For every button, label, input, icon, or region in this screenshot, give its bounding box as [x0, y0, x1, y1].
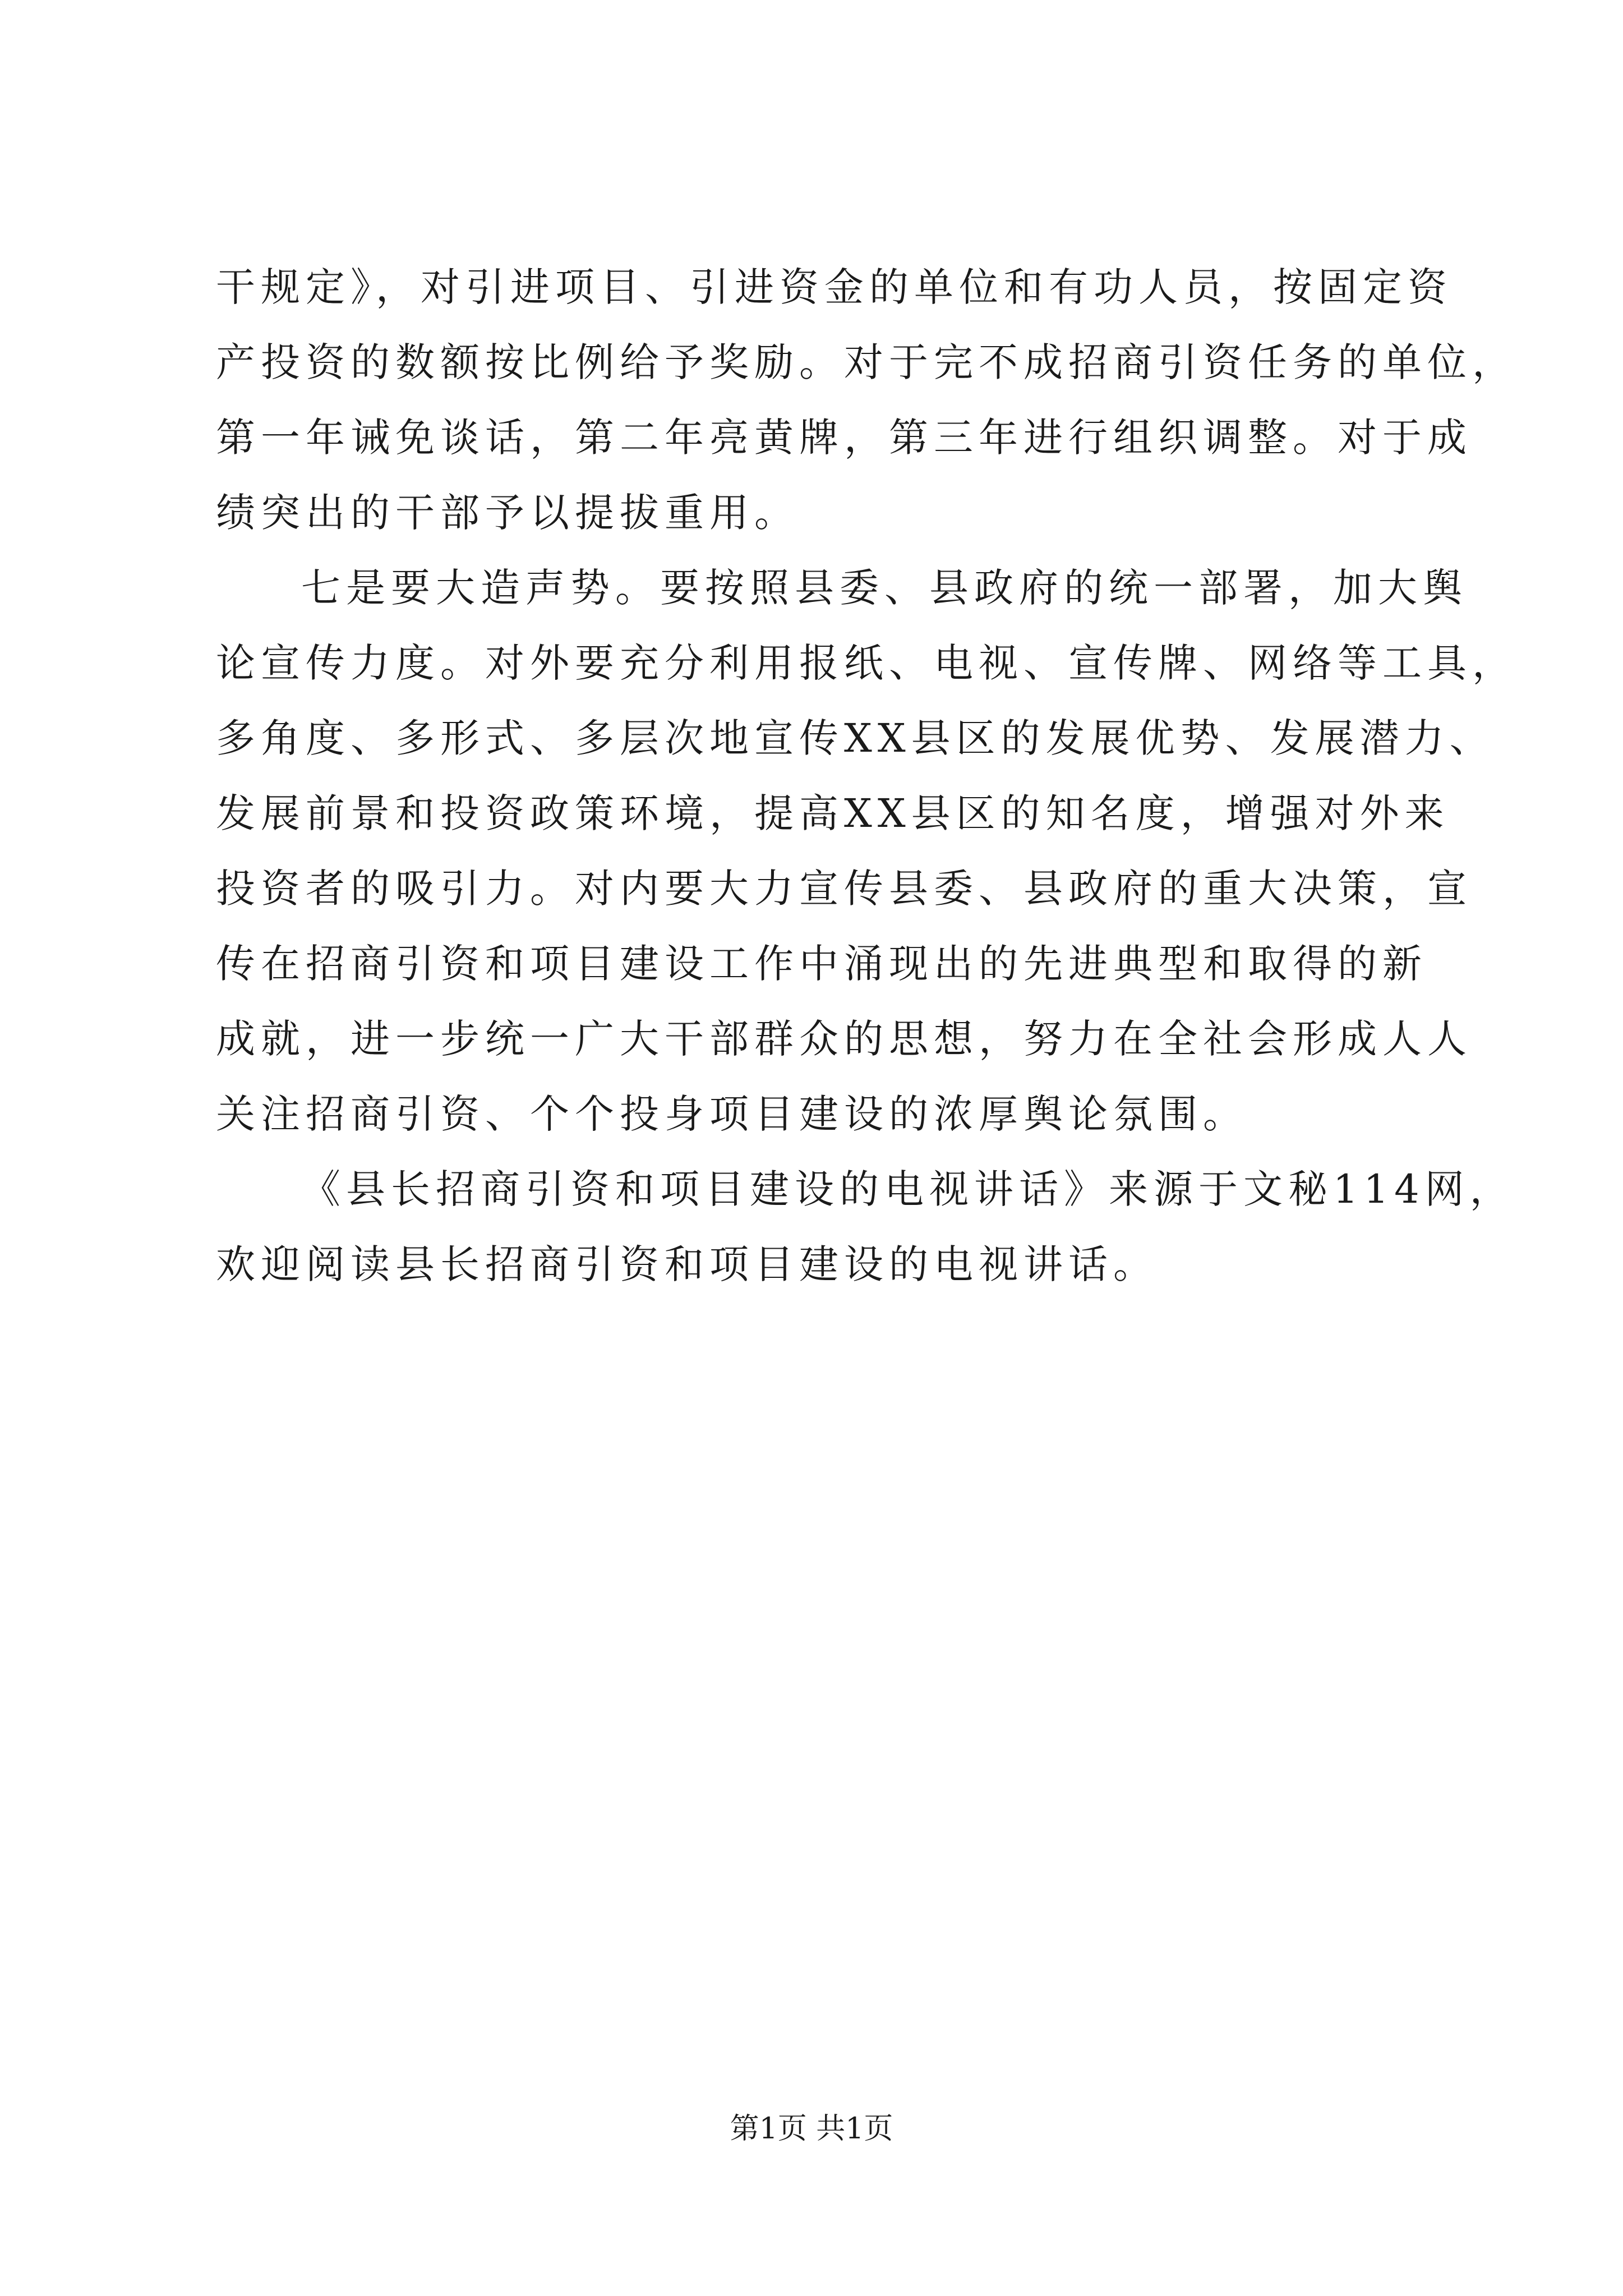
text-line: 欢迎阅读县长招商引资和项目建设的电视讲话。	[216, 1241, 1158, 1287]
text-line: 论宣传力度。对外要充分利用报纸、电视、宣传牌、网络等工具，	[216, 640, 1517, 686]
text-line: 干规定》，对引进项目、引进资金的单位和有功人员，按固定资	[216, 264, 1453, 310]
text-line: 成就，进一步统一广大干部群众的思想，努力在全社会形成人人	[216, 1016, 1472, 1062]
paragraph-3	[216, 1152, 1515, 1302]
page-number-label: 第1页 共1页	[730, 2112, 893, 2146]
text-line: 绩突出的干部予以提拔重用。	[216, 490, 799, 536]
text-line: 第一年诫免谈话，第二年亮黄牌，第三年进行组织调整。对于成	[216, 415, 1472, 461]
body-text	[216, 250, 1517, 1302]
page-footer	[0, 2109, 1623, 2148]
paragraph-1	[216, 250, 1517, 550]
text-line: 《县长招商引资和项目建设的电视讲话》来源于文秘114网，	[301, 1166, 1515, 1212]
text-line: 关注招商引资、个个投身项目建设的浓厚舆论氛围。	[216, 1091, 1248, 1137]
text-line: 传在招商引资和项目建设工作中涌现出的先进典型和取得的新	[216, 941, 1427, 987]
text-line: 多角度、多形式、多层次地宣传XX县区的发展优势、发展潜力、	[216, 715, 1495, 761]
paragraph-2	[216, 550, 1517, 1152]
text-line: 七是要大造声势。要按照县委、县政府的统一部署，加大舆	[301, 565, 1468, 611]
text-line: 发展前景和投资政策环境，提高XX县区的知名度，增强对外来	[216, 790, 1450, 836]
text-line: 产投资的数额按比例给予奖励。对于完不成招商引资任务的单位，	[216, 339, 1517, 385]
text-line: 投资者的吸引力。对内要大力宣传县委、县政府的重大决策，宣	[216, 866, 1472, 912]
